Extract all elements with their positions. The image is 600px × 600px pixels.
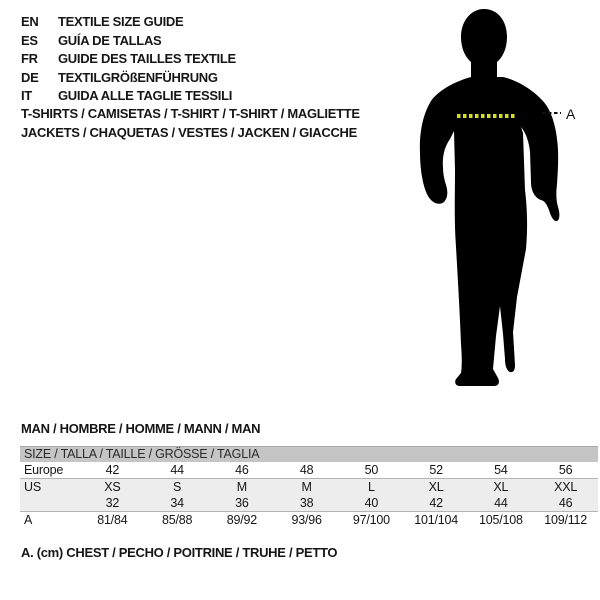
- size-cell: 105/108: [478, 513, 523, 527]
- language-row-es: [21, 32, 236, 51]
- language-row-it: [21, 87, 236, 106]
- size-cell: M: [236, 480, 247, 494]
- language-label: GUIDA ALLE TAGLIE TESSILI: [58, 88, 233, 103]
- table-row-europe: [20, 462, 598, 478]
- product-categories: [21, 105, 360, 142]
- size-cell: 54: [494, 463, 508, 477]
- chest-footnote: A. (cm) CHEST / PECHO / POITRINE / TRUHE / PETTO: [21, 545, 338, 560]
- size-cell: 34: [170, 496, 184, 510]
- language-row-en: [21, 13, 236, 32]
- man-silhouette: [420, 9, 560, 386]
- size-cell: XS: [104, 480, 121, 494]
- row-label: US: [24, 480, 41, 494]
- language-code: DE: [21, 69, 39, 85]
- size-cell: 44: [170, 463, 184, 477]
- size-cell: 38: [299, 496, 314, 510]
- size-cell: XL: [428, 480, 444, 494]
- table-row-us: [20, 478, 598, 495]
- size-cell: 109/112: [544, 513, 588, 527]
- size-cell: 46: [235, 463, 249, 477]
- product-line-tshirts: T-SHIRTS / CAMISETAS / T-SHIRT / T-SHIRT / MAGLIETTE: [21, 106, 360, 121]
- man-silhouette-figure: [400, 0, 600, 410]
- measure-label-a: A: [566, 106, 576, 122]
- row-label: A: [24, 513, 33, 527]
- size-cell: 44: [494, 496, 508, 510]
- product-line-jackets: JACKETS / CHAQUETAS / VESTES / JACKEN / GIACCHE: [21, 124, 357, 140]
- size-cell: XL: [493, 480, 509, 494]
- size-table-header: SIZE / TALLA / TAILLE / GRÖSSE / TAGLIA: [20, 446, 598, 462]
- size-cell: 97/100: [352, 513, 390, 527]
- size-cell: S: [173, 480, 182, 494]
- section-title-man: MAN / HOMBRE / HOMME / MANN / MAN: [21, 421, 261, 436]
- size-cell: L: [367, 480, 375, 494]
- size-cell: 81/84: [97, 513, 128, 527]
- size-cell: XXL: [554, 480, 578, 494]
- row-label: Europe: [24, 463, 64, 477]
- size-cell: 89/92: [226, 513, 258, 527]
- size-cell: 42: [105, 463, 120, 477]
- table-row-numeric: [20, 495, 598, 511]
- size-cell: 40: [364, 496, 379, 510]
- row-label: [20, 495, 80, 511]
- language-label: TEXTILGRÖßENFÜHRUNG: [58, 69, 218, 85]
- language-code: FR: [21, 51, 38, 66]
- size-cell: 46: [558, 496, 573, 510]
- table-row-chest-a: [20, 511, 598, 529]
- size-cell: 48: [299, 463, 314, 477]
- size-table: [20, 446, 598, 529]
- language-code: IT: [21, 88, 32, 103]
- size-cell: 101/104: [414, 513, 459, 527]
- size-cell: 52: [429, 463, 443, 477]
- language-list: [21, 13, 236, 106]
- size-cell: M: [301, 480, 312, 494]
- language-label: GUIDE DES TAILLES TEXTILE: [58, 51, 236, 66]
- language-code: ES: [21, 32, 38, 48]
- language-row-fr: [21, 50, 236, 69]
- language-code: EN: [21, 14, 39, 29]
- size-cell: 85/88: [161, 513, 193, 527]
- size-cell: 50: [364, 463, 379, 477]
- size-cell: 42: [429, 496, 443, 510]
- language-row-de: [21, 69, 236, 88]
- language-label: GUÍA DE TALLAS: [58, 32, 162, 48]
- size-cell: 93/96: [291, 513, 322, 527]
- language-label: TEXTILE SIZE GUIDE: [58, 14, 184, 29]
- size-cell: 36: [235, 496, 249, 510]
- size-cell: 32: [105, 496, 120, 510]
- size-cell: 56: [558, 463, 573, 477]
